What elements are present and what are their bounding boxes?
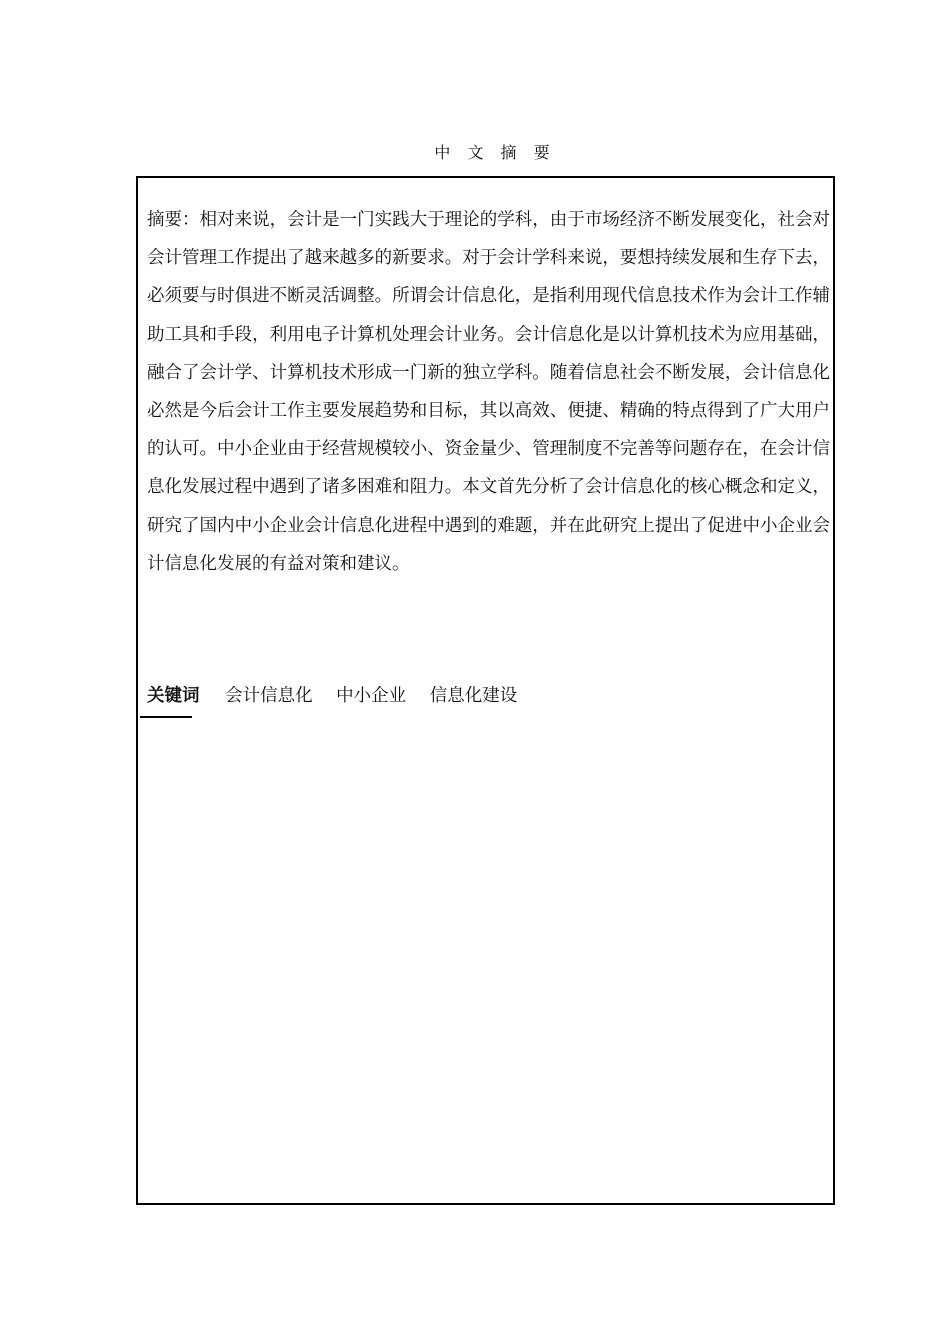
keywords-row — [147, 678, 535, 714]
page-title: 中 文 摘 要 — [434, 143, 556, 162]
keywords-label-underline — [140, 716, 192, 718]
keywords-label: 关键词 — [147, 686, 200, 706]
keyword-item: 会计信息化 — [225, 686, 313, 706]
abstract-text: 摘要：相对来说，会计是一门实践大于理论的学科，由于市场经济不断发展变化，社会对会计管理工作提出了越来越多的新要求。对于会计学科来说，要想持续发展和生存下去，必须要与时俱进不断灵活调整。所谓会计信息化，是指利用现代信息技术作为会计工作辅助工具和手段，利用电子计算机处理会计业务。会计信息化是以计算机技术为应用基础，融合了会计学、计算机技术形成一门新的独立学科。随着信息社会不断发展，会计信息化必然是今后会计工作主要发展趋势和目标，其以高效、便捷、精确的特点得到了广大用户的认可。中小企业由于经营规模较小、资金量少、管理制度不完善等问题存在，在会计信息化发展过程中遇到了诸多困难和阻力。本文首先分析了会计信息化的核心概念和定义，研究了国内中小企业会计信息化进程中遇到的难题，并在此研究上提出了促进中小企业会计信息化发展的有益对策和建议。 — [147, 210, 830, 574]
keyword-item: 信息化建设 — [429, 686, 518, 706]
abstract-frame — [136, 176, 835, 1205]
keyword-item: 中小企业 — [336, 686, 407, 706]
